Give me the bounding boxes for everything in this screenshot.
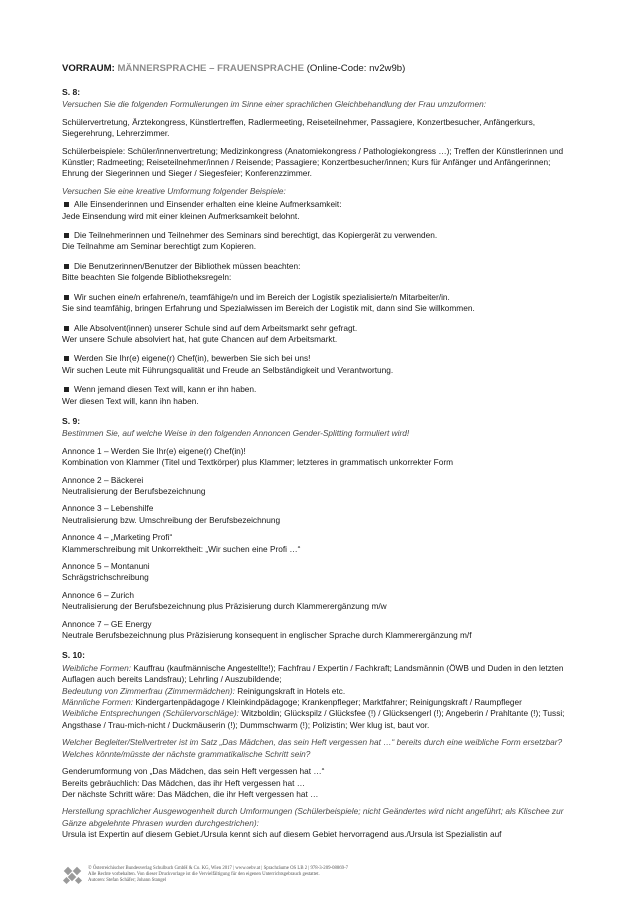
examples-s8: Schülerbeispiele: Schüler/innenvertretung; Medizinkongress (Anatomiekongress / Pathologiekongress …); Treffen der Künstlerinnen und Künstler; Radmeeting; Reiseteilnehmer/innen / Reisende; Passagiere; Konzertbesucher/innen; Kurs für Anfänger und Anfängerinnen; Ehrung der Siegerinnen und Sieger / Siegesfeier; Konferenzzimmer. bbox=[62, 145, 564, 179]
annonce-title: Annonce 2 – Bäckerei bbox=[62, 474, 144, 485]
annonce-desc: Klammerschreibung mit Unkorrektheit: „Wir suchen eine Profi …“ bbox=[62, 543, 301, 554]
annonce-title: Annonce 3 – Lebenshilfe bbox=[62, 503, 154, 514]
annonce-desc: Schrägstrichschreibung bbox=[62, 572, 149, 583]
annonce-title: Annonce 6 – Zurich bbox=[62, 589, 134, 600]
item-question: Alle Absolvent(innen) unserer Schule sind auf dem Arbeitsmarkt sehr gefragt. bbox=[74, 322, 358, 333]
item-answer: Jede Einsendung wird mit einer kleinen Aufmerksamkeit belohnt. bbox=[62, 210, 300, 221]
list-item bbox=[62, 230, 574, 253]
list-item bbox=[62, 384, 574, 407]
answer-line: Der nächste Schritt wäre: Das Mädchen, die ihr Heft vergessen hat … bbox=[62, 788, 319, 799]
item-answer: Wer diesen Text will, kann ihn haben. bbox=[62, 395, 199, 406]
item-question: Werden Sie Ihr(e) eigene(r) Chef(in), bewerben Sie sich bei uns! bbox=[74, 353, 311, 364]
bullet-icon bbox=[64, 233, 69, 238]
section-label-s9: S. 9: bbox=[62, 415, 81, 426]
annonce-item bbox=[62, 475, 574, 498]
list-item bbox=[62, 353, 574, 376]
annonce-desc: Neutralisierung bzw. Umschreibung der Berufsbezeichnung bbox=[62, 514, 281, 525]
section-label-s10: S. 10: bbox=[62, 650, 85, 661]
item-answer: Die Teilnahme am Seminar berechtigt zum Kopieren. bbox=[62, 241, 256, 252]
annonce-item bbox=[62, 503, 574, 526]
list-item bbox=[62, 323, 574, 346]
annonce-desc: Neutralisierung der Berufsbezeichnung plus Präzisierung durch Klammerergänzung m/w bbox=[62, 601, 387, 612]
annonce-item bbox=[62, 561, 574, 584]
forms-text: Witzboldin; Glückspilz / Glücksfee (!) / Glücksengerl (!); Angeberin / Prahltante (!); Tussi; Angsthase / Trau-mich-nicht / Duckmäuserin (!); Dummschwarm (!); Polizistin; Wer klug ist, baut vor. bbox=[62, 708, 565, 730]
item-question: Wenn jemand diesen Text will, kann er ihn haben. bbox=[74, 384, 257, 395]
task-s9: Bestimmen Sie, auf welche Weise in den folgenden Annoncen Gender-Splitting formuliert wird! bbox=[62, 428, 410, 439]
footer-authors: Autoren: Stefan Schäfer; Johann Stangel bbox=[88, 878, 167, 883]
task-s8-1: Versuchen Sie die folgenden Formulierungen im Sinne einer sprachlichen Gleichbehandlung der Frau umzuformen: bbox=[62, 99, 486, 110]
annonce-title: Annonce 5 – Montanuni bbox=[62, 561, 150, 571]
title-topic: MÄNNERSPRACHE – FRAUENSPRACHE bbox=[117, 63, 305, 74]
bullet-icon bbox=[64, 326, 69, 331]
bullet-icon bbox=[64, 264, 69, 269]
annonce-title: Annonce 1 – Werden Sie Ihr(e) eigene(r) Chef(in)! bbox=[62, 445, 246, 456]
forms-text: Kindergartenpädagoge / Kleinkindpädagoge; Krankenpfleger; Marktfahrer; Reinigungskraft / Raumpfleger bbox=[133, 697, 522, 708]
forms-line-1 bbox=[62, 663, 574, 686]
forms-line-3 bbox=[62, 697, 574, 708]
item-question: Wir suchen eine/n erfahrene/n, teamfähige/n und im Bereich der Logistik spezialisierte/n Mitarbeiter/in. bbox=[74, 291, 450, 302]
task-s10-rewrite: Herstellung sprachlicher Ausgewogenheit durch Umformungen (Schülerbeispiele; nicht Geändertes wird nicht angeführt; als Klischee zur Gänze abgelehnte Phrasen wurden durchgestrichen): bbox=[62, 806, 564, 828]
forms-line-4 bbox=[62, 708, 574, 731]
task-s8-2: Versuchen Sie eine kreative Umformung folgender Beispiele: bbox=[62, 185, 286, 196]
item-question: Die Teilnehmerinnen und Teilnehmer des Seminars sind berechtigt, das Kopiergerät zu verwenden. bbox=[74, 230, 438, 241]
bullet-icon bbox=[64, 295, 69, 300]
annonce-item bbox=[62, 619, 574, 642]
footer bbox=[62, 866, 582, 884]
annonce-item bbox=[62, 446, 574, 469]
page-title bbox=[62, 63, 574, 75]
footer-copyright: © Österreichischer Bundesverlag Schulbuch GmbH & Co. KG, Wien 2017 | www.oebv.at | Sprachräume OS LB 2 | 978-3-209-08869-7 bbox=[88, 866, 349, 871]
item-answer: Bitte beachten Sie folgende Bibliotheksregeln: bbox=[62, 272, 232, 283]
answer-line: Genderumformung von „Das Mädchen, das sein Heft vergessen hat …“ bbox=[62, 766, 325, 777]
annonce-title: Annonce 4 – „Marketing Profi“ bbox=[62, 532, 173, 543]
forms-label: Weibliche Formen: bbox=[62, 662, 132, 673]
bullet-icon bbox=[64, 387, 69, 392]
annonce-item bbox=[62, 532, 574, 555]
online-code: (Online-Code: nv2w9b) bbox=[306, 63, 406, 74]
list-item bbox=[62, 261, 574, 284]
section-label-s8: S. 8: bbox=[62, 87, 81, 97]
answer-line: Bereits gebräuchlich: Das Mädchen, das ihr Heft vergessen hat … bbox=[62, 777, 306, 788]
item-question: Die Benutzerinnen/Benutzer der Bibliothek müssen beachten: bbox=[74, 260, 301, 271]
list-item bbox=[62, 199, 574, 222]
item-question: Alle Einsenderinnen und Einsender erhalten eine kleine Aufmerksamkeit: bbox=[74, 199, 342, 210]
forms-text: Kauffrau (kaufmännische Angestellte!); Fachfrau / Expertin / Fachkraft; Landsmännin (ÖWB und Duden in den letzten Auflagen auch bereits Landsfrau); Lehrling / Auszubildende; bbox=[62, 662, 564, 685]
forms-label: Männliche Formen: bbox=[62, 697, 134, 708]
forms-label: Bedeutung von Zimmerfrau (Zimmermädchen): bbox=[62, 685, 235, 696]
task-s10-question: Welcher Begleiter/Stellvertreter ist im Satz „Das Mädchen, das sein Heft vergessen hat …“ bereits durch eine weibliche Form ersetzbar? Welches könnte/müsste der nächste grammatikalische Schritt sein? bbox=[62, 737, 563, 759]
annonce-desc: Kombination von Klammer (Titel und Textkörper) plus Klammer; letzteres in grammatisch unkorrekter Form bbox=[62, 457, 454, 468]
list-item bbox=[62, 292, 574, 315]
page-content bbox=[62, 63, 574, 841]
bullet-icon bbox=[64, 356, 69, 361]
annonce-desc: Neutralisierung der Berufsbezeichnung bbox=[62, 485, 206, 496]
forms-line-2 bbox=[62, 686, 574, 697]
bullet-icon bbox=[64, 202, 69, 207]
footer-rights: Alle Rechte vorbehalten. Von dieser Druckvorlage ist die Vervielfältigung für den eigenen Unterrichtsgebrauch gestattet. bbox=[88, 872, 320, 877]
terms-s8: Schülervertretung, Ärztekongress, Künstlertreffen, Radlermeeting, Reiseteilnehmer, Passagiere, Konzertbesucher, Anfängerkurs, Siegerehrung, Lehrerzimmer. bbox=[62, 116, 536, 139]
answer-line: Ursula ist Expertin auf diesem Gebiet./Ursula kennt sich auf diesem Gebiet hervorragend aus./Ursula ist Spezialistin auf bbox=[62, 829, 502, 840]
annonce-title: Annonce 7 – GE Energy bbox=[62, 618, 152, 629]
item-answer: Wir suchen Leute mit Führungsqualität und Freude an Selbständigkeit und Verantwortung. bbox=[62, 364, 394, 375]
annonce-item bbox=[62, 590, 574, 613]
forms-label: Weibliche Entsprechungen (Schülervorschläge): bbox=[62, 708, 239, 719]
forms-text: Reinigungskraft in Hotels etc. bbox=[234, 685, 346, 696]
item-answer: Wer unsere Schule absolviert hat, hat gute Chancen auf dem Arbeitsmarkt. bbox=[62, 333, 338, 344]
title-prefix: VORRAUM: bbox=[62, 63, 115, 74]
item-answer: Sie sind teamfähig, bringen Erfahrung und Spezialwissen im Bereich der Logistik mit, dann sind Sie willkommen. bbox=[62, 303, 475, 314]
annonce-desc: Neutrale Berufsbezeichnung plus Präzisierung konsequent in englischer Sprache durch Klammerergänzung m/f bbox=[62, 630, 472, 641]
